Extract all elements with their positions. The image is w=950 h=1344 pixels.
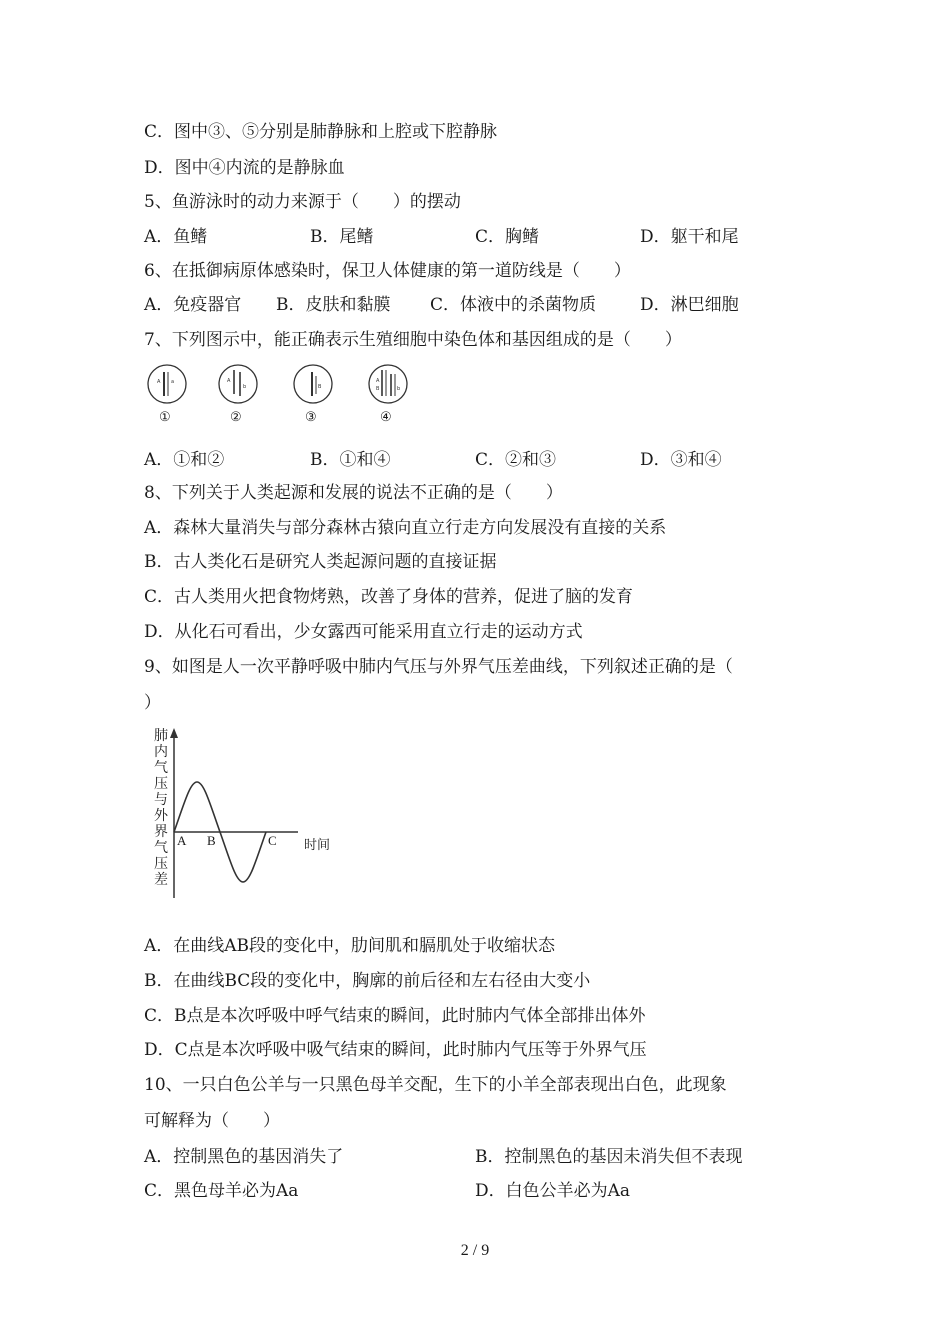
q7-option-a: A．①和② [144,450,225,470]
q6-option-d: D．淋巴细胞 [640,295,739,315]
q9-option-a: A．在曲线AB段的变化中，肋间肌和膈肌处于收缩状态 [144,936,556,956]
svg-text:A: A [157,379,161,385]
q10-option-b: B．控制黑色的基因未消失但不表现 [475,1147,743,1167]
cell-label-3: ③ [305,410,317,425]
q5-stem: 5、鱼游泳时的动力来源于（ ）的摆动 [144,192,461,212]
q7-option-b: B．①和④ [310,450,391,470]
q8-option-c: C．古人类用火把食物烤熟，改善了身体的营养，促进了脑的发育 [144,587,634,607]
graph-y-axis-label: 肺内气压与外界气压差 [154,728,168,888]
q5-option-b: B．尾鳍 [310,227,374,247]
q5-option-a: A．鱼鳍 [144,227,208,247]
q5-option-c: C．胸鳍 [475,227,540,247]
q10-option-a: A．控制黑色的基因消失了 [144,1147,344,1167]
q10-option-c: C．黑色母羊必为Aa [144,1181,299,1201]
q8-option-b: B．古人类化石是研究人类起源问题的直接证据 [144,552,497,572]
page-number: 2 / 9 [460,1242,490,1259]
svg-text:a: a [171,379,175,385]
q4-option-c: C．图中③、⑤分别是肺静脉和上腔或下腔静脉 [144,122,498,142]
svg-text:b: b [243,384,247,390]
q6-option-a: A．免疫器官 [144,295,242,315]
q8-option-a: A．森林大量消失与部分森林古猿向直立行走方向发展没有直接的关系 [144,518,667,538]
graph-x-axis-label: 时间 [304,838,331,853]
q7-stem: 7、下列图示中，能正确表示生殖细胞中染色体和基因组成的是（ ） [144,330,682,350]
svg-text:b: b [397,386,401,392]
q10-stem: 10、一只白色公羊与一只黑色母羊交配，生下的小羊全部表现出白色，此现象 [144,1075,727,1095]
q7-option-d: D．③和④ [640,450,722,470]
cell-label-1: ① [159,410,171,425]
q9-stem: 9、如图是人一次平静呼吸中肺内气压与外界气压差曲线，下列叙述正确的是（ [144,657,733,677]
svg-text:A: A [376,378,380,384]
graph-plot [150,726,350,902]
q5-option-d: D．躯干和尾 [640,227,739,247]
q8-option-d: D．从化石可看出，少女露西可能采用直立行走的运动方式 [144,622,583,642]
q6-option-c: C．体液中的杀菌物质 [430,295,597,315]
q9-option-b: B．在曲线BC段的变化中，胸廓的前后径和左右径由大变小 [144,971,591,991]
graph-point-a: A [177,833,187,848]
cell-label-2: ② [230,410,242,425]
svg-text:A: A [227,378,231,384]
q9-option-c: C．B点是本次呼吸中呼气结束的瞬间，此时肺内气体全部排出体外 [144,1006,646,1026]
q8-stem: 8、下列关于人类起源和发展的说法不正确的是（ ） [144,483,563,503]
chromosome-cell-figure [144,362,424,426]
q6-stem: 6、在抵御病原体感染时，保卫人体健康的第一道防线是（ ） [144,261,631,281]
q6-option-b: B．皮肤和黏膜 [276,295,391,315]
q4-option-d: D．图中④内流的是静脉血 [144,158,345,178]
q9-option-d: D．C点是本次呼吸中吸气结束的瞬间，此时肺内气压等于外界气压 [144,1040,647,1060]
q9-stem-cont: ） [144,693,161,713]
q10-stem-cont: 可解释为（ ） [144,1111,280,1131]
svg-text:B: B [376,386,380,392]
cell-label-4: ④ [380,410,392,425]
q7-option-c: C．②和③ [475,450,557,470]
graph-point-c: C [268,833,277,848]
pressure-difference-graph [150,726,350,902]
q10-option-d: D．白色公羊必为Aa [475,1181,631,1201]
svg-text:B: B [318,384,322,390]
graph-point-b: B [207,833,216,848]
